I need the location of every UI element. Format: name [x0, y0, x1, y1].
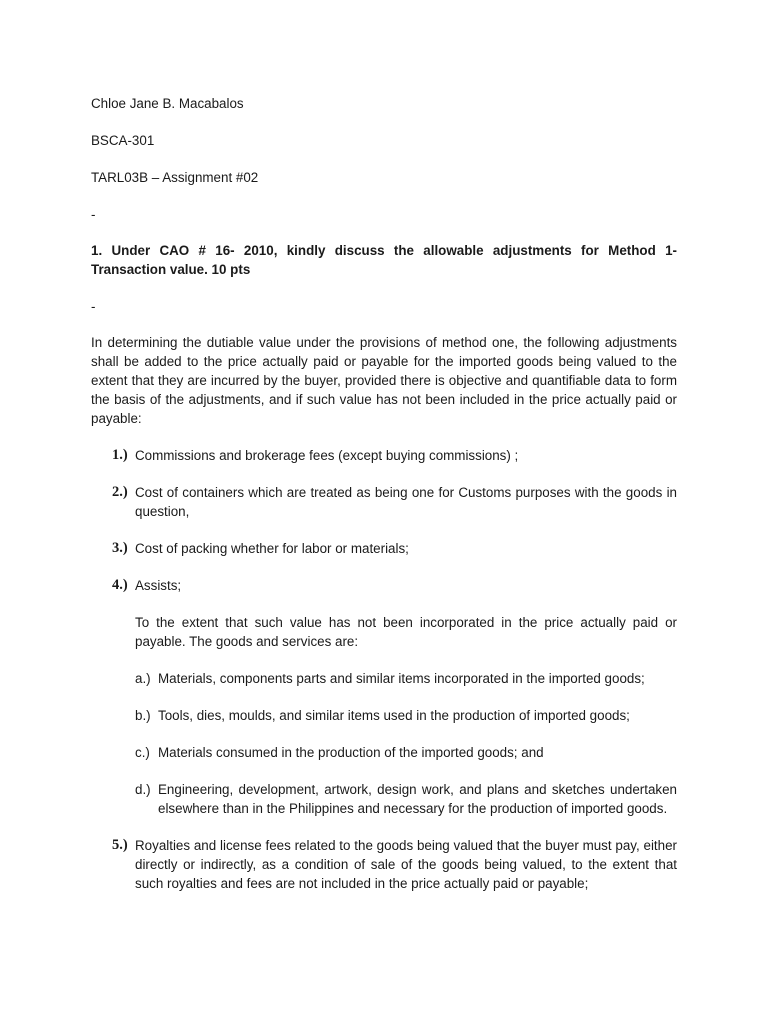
assignment-title: TARL03B – Assignment #02 [91, 170, 259, 185]
sub-list-item-text: Tools, dies, moulds, and similar items used in the production of imported goods; [158, 708, 630, 723]
list-marker: 5.) [112, 837, 128, 853]
list-item-text: Cost of packing whether for labor or materials; [135, 541, 409, 556]
intro-paragraph: In determining the dutiable value under the provisions of method one, the following adjustments shall be added to the price actually paid or payable for the imported goods being valued to the extent that they are incurred by the buyer, provided there is objective and quantifiable data to form the basis of the adjustments, and if such value has not been included in the price actually paid or payable: [91, 335, 677, 426]
sub-list-item [91, 743, 677, 762]
list-item [91, 576, 677, 595]
separator-dash: - [91, 299, 96, 314]
sub-list-item [91, 780, 677, 818]
author-name: Chloe Jane B. Macabalos [91, 96, 244, 111]
sub-list-item-text: Materials consumed in the production of the imported goods; and [158, 745, 544, 760]
list-marker: 1.) [112, 447, 128, 463]
sub-list-item-text: Materials, components parts and similar items incorporated in the imported goods; [158, 671, 645, 686]
list-marker: 3.) [112, 540, 128, 556]
list-item-text: Commissions and brokerage fees (except buying commissions) ; [135, 448, 519, 463]
list-marker: 4.) [112, 577, 128, 593]
list-item [91, 836, 677, 893]
list-item [91, 446, 677, 465]
sub-list-marker: d.) [135, 782, 151, 797]
sub-list-marker: a.) [135, 671, 151, 686]
sub-list-marker: c.) [135, 745, 150, 760]
separator-dash: - [91, 207, 96, 222]
list-item-text: Royalties and license fees related to the goods being valued that the buyer must pay, either directly or indirectly, as a condition of sale of the goods being valued, to the extent that such royalties and fees are not included in the price actually paid or payable; [135, 838, 677, 891]
list-item-text: Assists; [135, 578, 182, 593]
sub-list-item [91, 669, 677, 688]
list-item [91, 539, 677, 558]
list-item-text: Cost of containers which are treated as being one for Customs purposes with the goods in question, [135, 485, 677, 519]
section-code: BSCA-301 [91, 133, 155, 148]
sub-list-marker: b.) [135, 708, 151, 723]
assists-intro: To the extent that such value has not been incorporated in the price actually paid or payable. The goods and services are: [135, 615, 677, 649]
list-item [91, 483, 677, 521]
sub-list-item-text: Engineering, development, artwork, design work, and plans and sketches undertaken elsewhere than in the Philippines and necessary for the production of imported goods. [158, 782, 677, 816]
list-marker: 2.) [112, 484, 128, 500]
sub-list-item [91, 706, 677, 725]
question-heading: 1. Under CAO # 16- 2010, kindly discuss the allowable adjustments for Method 1- Transaction value. 10 pts [91, 243, 677, 277]
document-body [91, 94, 677, 911]
